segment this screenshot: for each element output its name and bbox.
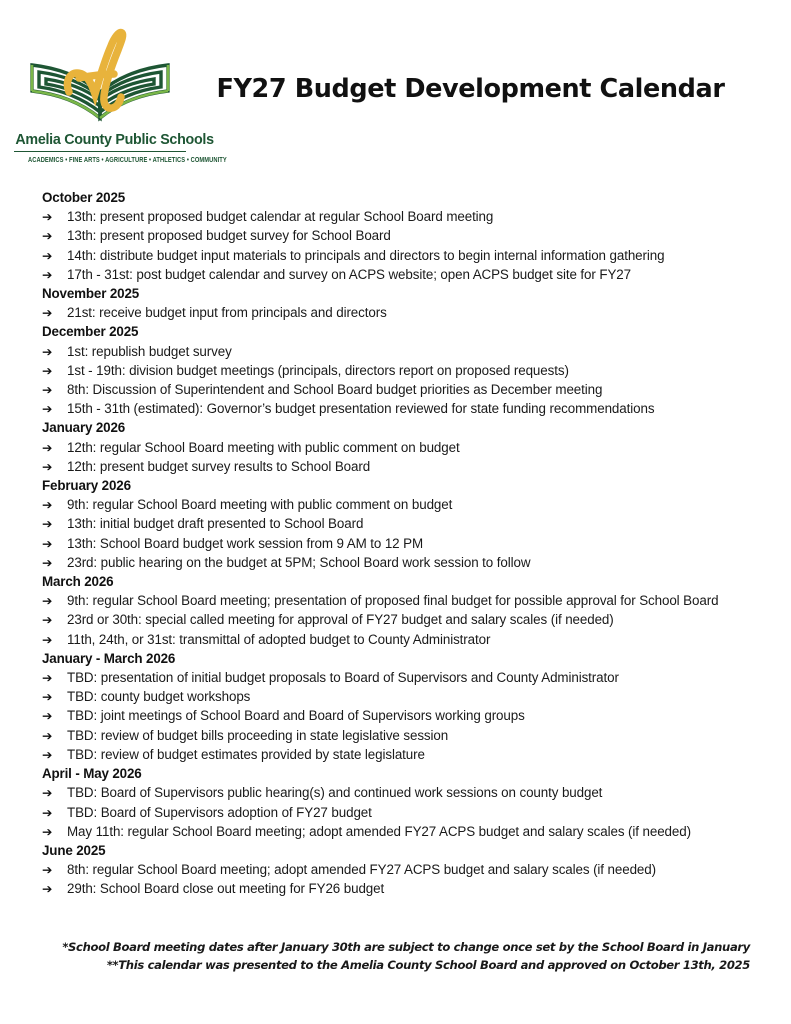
month-heading: December 2025 xyxy=(42,324,139,340)
calendar-item-text: TBD: joint meetings of School Board and Board of Supervisors working groups xyxy=(67,708,525,724)
open-book-with-letter-a-icon xyxy=(10,22,190,130)
footnote-line: *School Board meeting dates after January 30th are subject to change once set by the School Board in January xyxy=(62,940,750,954)
calendar-item xyxy=(42,706,752,725)
calendar-item-text: TBD: Board of Supervisors public hearing(s) and continued work sessions on county budget xyxy=(67,785,603,801)
month-heading: March 2026 xyxy=(42,574,114,590)
arrow-bullet-icon: ➔ xyxy=(42,881,53,897)
calendar-item xyxy=(42,342,752,361)
calendar-item-text: 1st - 19th: division budget meetings (principals, directors report on proposed requests) xyxy=(67,362,569,378)
calendar-item-text: 12th: present budget survey results to School Board xyxy=(67,458,371,474)
calendar-item-text: 15th - 31th (estimated): Governor’s budget presentation reviewed for state funding recommendations xyxy=(67,401,655,417)
calendar-item xyxy=(42,553,752,572)
calendar-item-text: 9th: regular School Board meeting with public comment on budget xyxy=(67,497,453,513)
calendar-item xyxy=(42,783,752,802)
arrow-bullet-icon: ➔ xyxy=(42,343,53,359)
calendar-item-text: TBD: presentation of initial budget proposals to Board of Supervisors and County Administrator xyxy=(67,670,619,686)
month-heading: October 2025 xyxy=(42,190,126,205)
arrow-bullet-icon: ➔ xyxy=(42,439,53,455)
calendar-item xyxy=(42,361,752,380)
arrow-bullet-icon: ➔ xyxy=(42,593,53,609)
calendar-item xyxy=(42,879,752,898)
footnotes xyxy=(42,938,750,974)
school-logo xyxy=(10,22,227,164)
month-heading: January - March 2026 xyxy=(42,650,176,666)
calendar-item xyxy=(42,726,752,745)
arrow-bullet-icon: ➔ xyxy=(42,689,53,705)
calendar-item-text: 14th: distribute budget input materials to principals and directors to begin internal information gathering xyxy=(67,247,665,263)
arrow-bullet-icon: ➔ xyxy=(42,554,53,570)
logo-divider-rule xyxy=(14,151,186,152)
calendar-item-text: 13th: present proposed budget survey for School Board xyxy=(67,228,391,244)
calendar-item xyxy=(42,226,752,245)
calendar-item xyxy=(42,495,752,514)
calendar-item-text: 13th: present proposed budget calendar at regular School Board meeting xyxy=(67,209,494,225)
calendar-item xyxy=(42,803,752,822)
calendar-item-text: TBD: review of budget estimates provided by state legislature xyxy=(67,746,425,762)
arrow-bullet-icon: ➔ xyxy=(42,746,53,762)
calendar-item xyxy=(42,380,752,399)
calendar-item xyxy=(42,457,752,476)
month-heading: June 2025 xyxy=(42,842,106,858)
arrow-bullet-icon: ➔ xyxy=(42,823,53,839)
calendar-item xyxy=(42,630,752,649)
calendar-item-text: 17th - 31st: post budget calendar and survey on ACPS website; open ACPS budget site for FY27 xyxy=(67,266,631,282)
arrow-bullet-icon: ➔ xyxy=(42,670,53,686)
calendar-item-text: 1st: republish budget survey xyxy=(67,343,232,359)
calendar-item-text: May 11th: regular School Board meeting; adopt amended FY27 ACPS budget and salary scales (if needed) xyxy=(67,823,691,839)
logo-organization-name: Amelia County Public Schools xyxy=(15,131,214,148)
arrow-bullet-icon: ➔ xyxy=(42,727,53,743)
calendar-item-text: 29th: School Board close out meeting for FY26 budget xyxy=(67,881,385,897)
arrow-bullet-icon: ➔ xyxy=(42,305,53,321)
calendar-item-text: TBD: Board of Supervisors adoption of FY27 budget xyxy=(67,804,372,820)
arrow-bullet-icon: ➔ xyxy=(42,382,53,398)
calendar-item-text: 13th: initial budget draft presented to School Board xyxy=(67,516,364,532)
arrow-bullet-icon: ➔ xyxy=(42,458,53,474)
arrow-bullet-icon: ➔ xyxy=(42,247,53,263)
calendar-item xyxy=(42,822,752,841)
month-heading: February 2026 xyxy=(42,478,131,494)
calendar-item xyxy=(42,246,752,265)
calendar-item-text: 11th, 24th, or 31st: transmittal of adopted budget to County Administrator xyxy=(67,631,491,647)
calendar-item-text: 12th: regular School Board meeting with public comment on budget xyxy=(67,439,460,455)
month-heading: April - May 2026 xyxy=(42,766,142,782)
calendar-item xyxy=(42,687,752,706)
calendar-item-text: 9th: regular School Board meeting; presentation of proposed final budget for possible approval for School Board xyxy=(67,593,719,609)
calendar-item-text: 13th: School Board budget work session from 9 AM to 12 PM xyxy=(67,535,424,551)
arrow-bullet-icon: ➔ xyxy=(42,631,53,647)
calendar-item-text: 23rd or 30th: special called meeting for approval of FY27 budget and salary scales (if needed) xyxy=(67,612,614,628)
page-title: FY27 Budget Development Calendar xyxy=(216,74,725,104)
calendar-item xyxy=(42,399,752,418)
footnote-line: **This calendar was presented to the Amelia County School Board and approved on October 13th, 2025 xyxy=(106,958,750,972)
month-heading: January 2026 xyxy=(42,420,126,436)
calendar-item xyxy=(42,265,752,284)
arrow-bullet-icon: ➔ xyxy=(42,862,53,878)
logo-tagline: ACADEMICS • FINE ARTS • AGRICULTURE • ATHLETICS • COMMUNITY xyxy=(28,155,227,164)
arrow-bullet-icon: ➔ xyxy=(42,209,53,225)
calendar-item xyxy=(42,668,752,687)
calendar-item xyxy=(42,745,752,764)
calendar-item xyxy=(42,207,752,226)
arrow-bullet-icon: ➔ xyxy=(42,785,53,801)
document-header xyxy=(0,0,791,178)
calendar-item-text: TBD: review of budget bills proceeding in state legislative session xyxy=(67,727,449,743)
calendar-item xyxy=(42,610,752,629)
calendar-item xyxy=(42,438,752,457)
calendar-item-text: 8th: regular School Board meeting; adopt amended FY27 ACPS budget and salary scales (if needed) xyxy=(67,862,656,878)
calendar-item-text: 8th: Discussion of Superintendent and School Board budget priorities as December meeting xyxy=(67,382,603,398)
arrow-bullet-icon: ➔ xyxy=(42,401,53,417)
arrow-bullet-icon: ➔ xyxy=(42,804,53,820)
arrow-bullet-icon: ➔ xyxy=(42,228,53,244)
calendar-item xyxy=(42,514,752,533)
arrow-bullet-icon: ➔ xyxy=(42,266,53,282)
calendar-item-text: 23rd: public hearing on the budget at 5PM; School Board work session to follow xyxy=(67,554,531,570)
arrow-bullet-icon: ➔ xyxy=(42,612,53,628)
calendar-list xyxy=(42,188,752,899)
arrow-bullet-icon: ➔ xyxy=(42,708,53,724)
calendar-item xyxy=(42,303,752,322)
calendar-item-text: TBD: county budget workshops xyxy=(67,689,251,705)
month-heading: November 2025 xyxy=(42,286,140,302)
calendar-item xyxy=(42,534,752,553)
calendar-item xyxy=(42,860,752,879)
arrow-bullet-icon: ➔ xyxy=(42,497,53,513)
arrow-bullet-icon: ➔ xyxy=(42,535,53,551)
calendar-item-text: 21st: receive budget input from principals and directors xyxy=(67,305,387,321)
calendar-item xyxy=(42,591,752,610)
arrow-bullet-icon: ➔ xyxy=(42,516,53,532)
arrow-bullet-icon: ➔ xyxy=(42,362,53,378)
